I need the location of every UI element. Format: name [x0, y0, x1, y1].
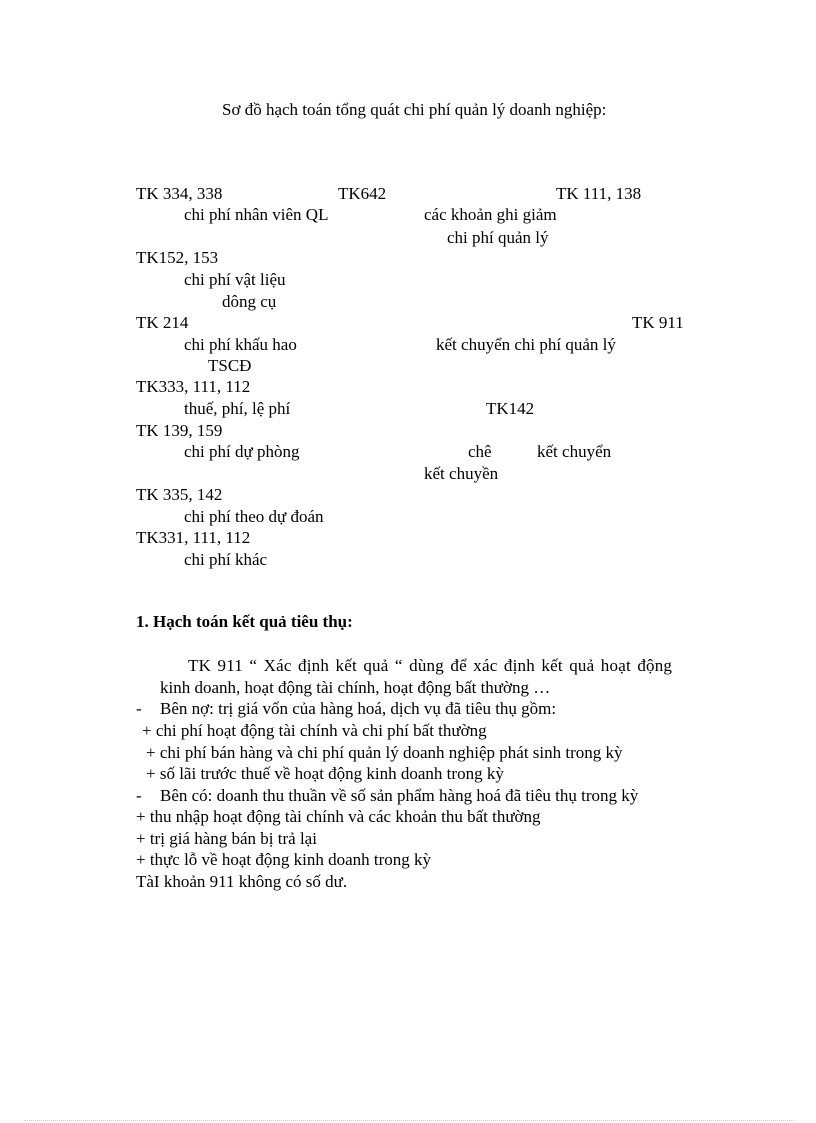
label-chi-phi-du-phong: chi phí dự phòng: [184, 442, 300, 461]
account-tk-139-159: TK 139, 159: [136, 421, 223, 440]
label-cac-khoan-ghi-giam: các khoản ghi giảm: [424, 205, 557, 224]
account-tk-334-338: TK 334, 338: [136, 184, 223, 203]
label-chi-phi-theo-du-doan: chi phí theo dự đoán: [184, 507, 324, 526]
co-item-1: + thu nhập hoạt động tài chính và các khoản thu bất thường: [136, 807, 541, 826]
label-ket-chuyen-cpql: kết chuyển chi phí quản lý: [436, 335, 616, 354]
label-ket-chuyen-2: kết chuyền: [424, 464, 499, 483]
account-tk-911: TK 911: [632, 313, 684, 332]
account-tk-335-142: TK 335, 142: [136, 485, 223, 504]
label-tscd: TSCĐ: [208, 356, 252, 375]
ben-no-text: Bên nợ: trị giá vốn của hàng hoá, dịch vụ đã tiêu thụ gồm:: [160, 699, 557, 718]
ben-no-bullet: -: [136, 699, 142, 718]
account-tk-642: TK642: [338, 184, 387, 203]
no-item-1: + chi phí hoạt động tài chính và chi phí bất thường: [142, 721, 487, 740]
co-item-2: + trị giá hàng bán bị trả lại: [136, 829, 317, 848]
no-item-3: + số lãi trước thuế về hoạt động kinh doanh trong kỳ: [146, 764, 504, 783]
account-tk-331-111-112: TK331, 111, 112: [136, 528, 251, 547]
closing-line: TàI khoản 911 không có số dư.: [136, 872, 348, 891]
ben-co-text: Bên có: doanh thu thuần về số sản phẩm hàng hoá đã tiêu thụ trong kỳ: [160, 786, 639, 805]
label-chi-phi-nhan-vien: chi phí nhân viên QL: [184, 205, 329, 224]
page-bottom-divider: [24, 1120, 794, 1121]
no-item-2: + chi phí bán hàng và chi phí quản lý doanh nghiệp phát sinh trong kỳ: [146, 743, 623, 762]
label-chi-phi-vat-lieu: chi phí vật liệu: [184, 270, 286, 289]
label-che: chê: [468, 442, 492, 461]
co-item-3: + thực lỗ về hoạt động kinh doanh trong kỳ: [136, 850, 432, 869]
label-chi-phi-quan-ly: chi phí quản lý: [447, 228, 549, 247]
account-tk-111-138: TK 111, 138: [556, 184, 642, 203]
label-chi-phi-khau-hao: chi phí khấu hao: [184, 335, 297, 354]
intro-line-1: TK 911 “ Xác định kết quả “ dùng để xác định kết quả hoạt động: [188, 656, 673, 675]
account-tk-333-111-112: TK333, 111, 112: [136, 377, 251, 396]
label-dung-cu: dông cụ: [222, 292, 277, 311]
intro-line-2: kinh doanh, hoạt động tài chính, hoạt động bất thường …: [160, 678, 551, 697]
label-ket-chuyen-1: kết chuyển: [537, 442, 612, 461]
page-title: Sơ đồ hạch toán tổng quát chi phí quản lý doanh nghiệp:: [222, 100, 607, 119]
account-tk-214: TK 214: [136, 313, 189, 332]
ben-co-bullet: -: [136, 786, 142, 805]
label-thue-phi-le-phi: thuế, phí, lệ phí: [184, 399, 291, 418]
account-tk-142: TK142: [486, 399, 535, 418]
account-tk-152-153: TK152, 153: [136, 248, 219, 267]
label-chi-phi-khac: chi phí khác: [184, 550, 268, 569]
section-heading: 1. Hạch toán kết quả tiêu thụ:: [136, 612, 353, 631]
